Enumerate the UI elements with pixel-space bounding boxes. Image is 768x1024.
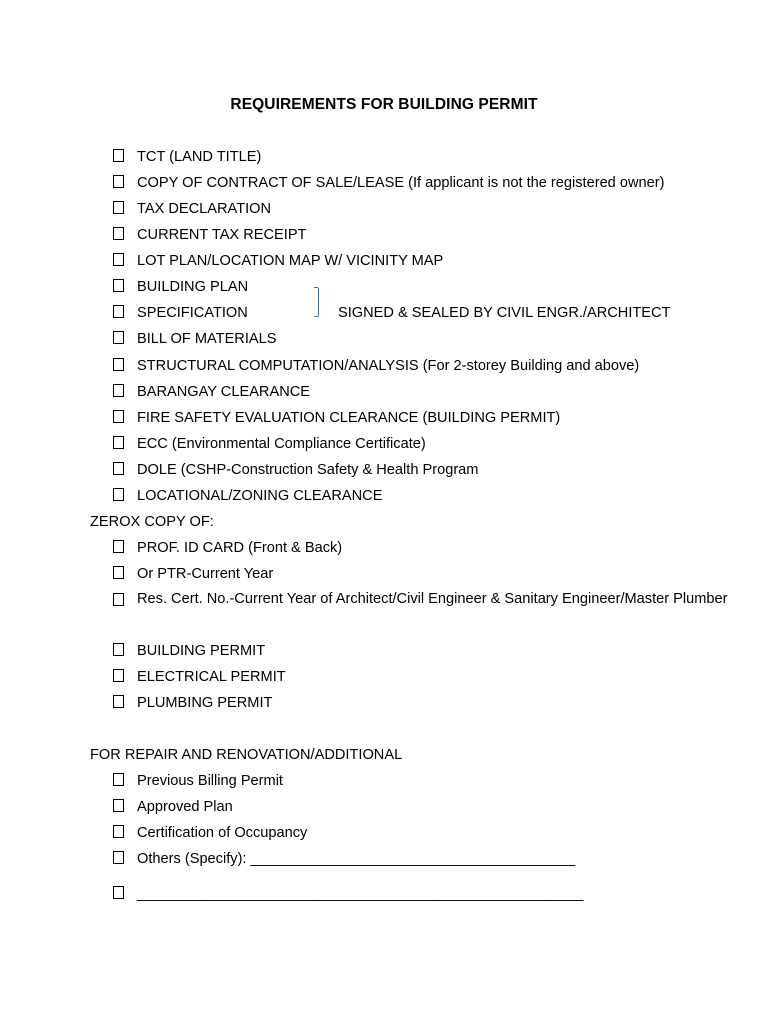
checkbox-icon[interactable] xyxy=(113,886,124,899)
checkbox-icon[interactable] xyxy=(113,825,124,838)
list-item xyxy=(112,824,307,842)
list-item xyxy=(112,487,382,505)
list-item xyxy=(112,252,443,270)
list-item xyxy=(112,668,286,686)
list-item-label: CURRENT TAX RECEIPT xyxy=(137,227,307,243)
list-item xyxy=(112,357,639,375)
list-item-label: PLUMBING PERMIT xyxy=(137,695,273,711)
list-item-label: STRUCTURAL COMPUTATION/ANALYSIS (For 2-storey Building and above) xyxy=(137,358,640,374)
list-item-label: ELECTRICAL PERMIT xyxy=(137,669,286,685)
list-item xyxy=(112,461,478,479)
list-item xyxy=(112,850,575,868)
list-item xyxy=(112,409,560,427)
list-item-label: Previous Billing Permit xyxy=(137,773,283,789)
checkbox-icon[interactable] xyxy=(113,643,124,656)
bracket-icon xyxy=(314,287,319,317)
list-item xyxy=(112,586,737,612)
checkbox-icon[interactable] xyxy=(113,410,124,423)
checkbox-icon[interactable] xyxy=(113,851,124,864)
list-item-label: ECC (Environmental Compliance Certificate) xyxy=(137,436,426,452)
checkbox-icon[interactable] xyxy=(113,201,124,214)
checkbox-icon[interactable] xyxy=(113,799,124,812)
checkbox-icon[interactable] xyxy=(113,279,124,292)
list-item xyxy=(112,148,261,166)
list-item xyxy=(112,539,342,557)
list-item xyxy=(112,798,233,816)
list-item xyxy=(112,383,310,401)
list-item-label: TAX DECLARATION xyxy=(137,201,272,217)
checkbox-icon[interactable] xyxy=(113,384,124,397)
checkbox-icon[interactable] xyxy=(113,462,124,475)
list-item-label: BARANGAY CLEARANCE xyxy=(137,384,311,400)
list-item xyxy=(112,694,272,712)
list-item xyxy=(112,278,248,296)
list-item-label: FIRE SAFETY EVALUATION CLEARANCE (BUILDING PERMIT) xyxy=(137,410,561,426)
list-item-label: Approved Plan xyxy=(137,799,233,815)
checkbox-icon[interactable] xyxy=(113,773,124,786)
checkbox-icon[interactable] xyxy=(113,227,124,240)
section-heading: ZEROX COPY OF: xyxy=(90,514,214,530)
list-item-label: Or PTR-Current Year xyxy=(137,566,274,582)
list-item-label: DOLE (CSHP-Construction Safety & Health Program xyxy=(137,462,479,478)
list-item xyxy=(112,174,664,192)
blank-entry-field[interactable]: _______________________________________________________ xyxy=(137,886,584,902)
list-item xyxy=(112,200,271,218)
list-item-label: TCT (LAND TITLE) xyxy=(137,149,262,165)
list-item-label: PROF. ID CARD (Front & Back) xyxy=(137,540,343,556)
list-item xyxy=(112,565,273,583)
page-title: REQUIREMENTS FOR BUILDING PERMIT xyxy=(230,96,538,113)
list-item-label: COPY OF CONTRACT OF SALE/LEASE (If applicant is not the registered owner) xyxy=(137,175,665,191)
others-specify-field[interactable]: Others (Specify): ________________________________________ xyxy=(137,851,576,867)
list-item xyxy=(112,642,265,660)
list-item-label: BILL OF MATERIALS xyxy=(137,331,277,347)
list-item xyxy=(112,330,277,348)
signed-sealed-note: SIGNED & SEALED BY CIVIL ENGR./ARCHITECT xyxy=(338,305,671,321)
list-item xyxy=(112,885,583,903)
list-item xyxy=(112,304,248,322)
checkbox-icon[interactable] xyxy=(113,566,124,579)
checkbox-icon[interactable] xyxy=(113,436,124,449)
list-item xyxy=(112,772,283,790)
checkbox-icon[interactable] xyxy=(113,669,124,682)
checkbox-icon[interactable] xyxy=(113,593,124,606)
checkbox-icon[interactable] xyxy=(113,331,124,344)
list-item xyxy=(112,226,306,244)
checkbox-icon[interactable] xyxy=(113,149,124,162)
list-item-label: LOT PLAN/LOCATION MAP W/ VICINITY MAP xyxy=(137,253,444,269)
list-item-label: Certification of Occupancy xyxy=(137,825,308,841)
checkbox-icon[interactable] xyxy=(113,358,124,371)
list-item-label: BUILDING PLAN xyxy=(137,279,249,295)
list-item xyxy=(112,435,426,453)
section-heading: FOR REPAIR AND RENOVATION/ADDITIONAL xyxy=(90,747,403,763)
list-item-label: LOCATIONAL/ZONING CLEARANCE xyxy=(137,488,383,504)
checkbox-icon[interactable] xyxy=(113,253,124,266)
list-item-label: BUILDING PERMIT xyxy=(137,643,266,659)
checkbox-icon[interactable] xyxy=(113,175,124,188)
checkbox-icon[interactable] xyxy=(113,488,124,501)
checkbox-icon[interactable] xyxy=(113,305,124,318)
list-item-label: Res. Cert. No.-Current Year of Architect/Civil Engineer & Sanitary Engineer/Master Plumber xyxy=(137,591,728,607)
list-item-label: SPECIFICATION xyxy=(137,305,248,321)
checkbox-icon[interactable] xyxy=(113,695,124,708)
checkbox-icon[interactable] xyxy=(113,540,124,553)
